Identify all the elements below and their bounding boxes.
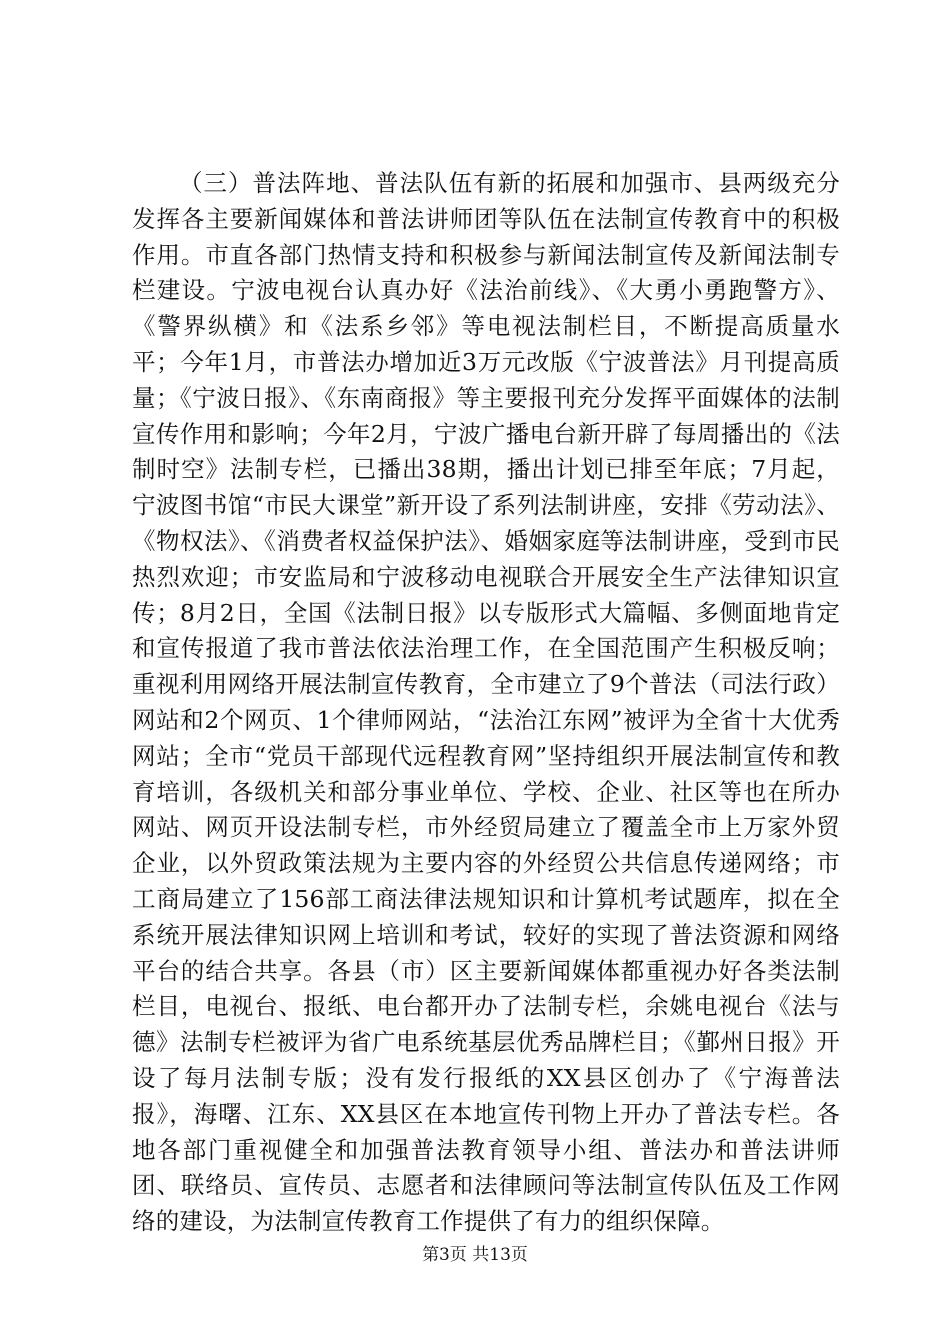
body-paragraph: （三）普法阵地、普法队伍有新的拓展和加强市、县两级充分发挥各主要新闻媒体和普法讲师团等队伍在法制宣传教育中的积极作用。市直各部门热情支持和积极参与新闻法制宣传及新闻法制专栏建设。宁波电视台认真办好《法治前线》、《大勇小勇跑警方》、《警界纵横》和《法系乡邻》等电视法制栏目，不断提高质量水平；今年1月，市普法办增加近3万元改版《宁波普法》月刊提高质量；《宁波日报》、《东南商报》等主要报刊充分发挥平面媒体的法制宣传作用和影响；今年2月，宁波广播电台新开辟了每周播出的《法制时空》法制专栏，已播出38期，播出计划已排至年底；7月起，宁波图书馆“市民大课堂”新开设了系列法制讲座，安排《劳动法》、《物权法》、《消费者权益保护法》、婚姻家庭等法制讲座，受到市民热烈欢迎；市安监局和宁波移动电视联合开展安全生产法律知识宣传；8月2日，全国《法制日报》以专版形式大篇幅、多侧面地肯定和宣传报道了我市普法依法治理工作，在全国范围产生积极反响；重视利用网络开展法制宣传教育，全市建立了9个普法（司法行政）网站和2个网页、1个律师网站，“法治江东网”被评为全省十大优秀网站；全市“党员干部现代远程教育网”坚持组织开展法制宣传和教育培训，各级机关和部分事业单位、学校、企业、社区等也在所办网站、网页开设法制专栏，市外经贸局建立了覆盖全市上万家外贸企业，以外贸政策法规为主要内容的外经贸公共信息传递网络；市工商局建立了156部工商法律法规知识和计算机考试题库，拟在全系统开展法律知识网上培训和考试，较好的实现了普法资源和网络平台的结合共享。各县（市）区主要新闻媒体都重视办好各类法制栏目，电视台、报纸、电台都开办了法制专栏，余姚电视台《法与德》法制专栏被评为省广电系统基层优秀品牌栏目；《鄞州日报》开设了每月法制专版；没有发行报纸的XX县区创办了《宁海普法报》，海曙、江东、XX县区在本地宣传刊物上开办了普法专栏。各地各部门重视健全和加强普法教育领导小组、普法办和普法讲师团、联络员、宣传员、志愿者和法律顾问等法制宣传队伍及工作网络的建设，为法制宣传教育工作提供了有力的组织保障。 — [132, 169, 840, 1236]
page-number-footer: 第3页 共13页 — [422, 1245, 528, 1265]
